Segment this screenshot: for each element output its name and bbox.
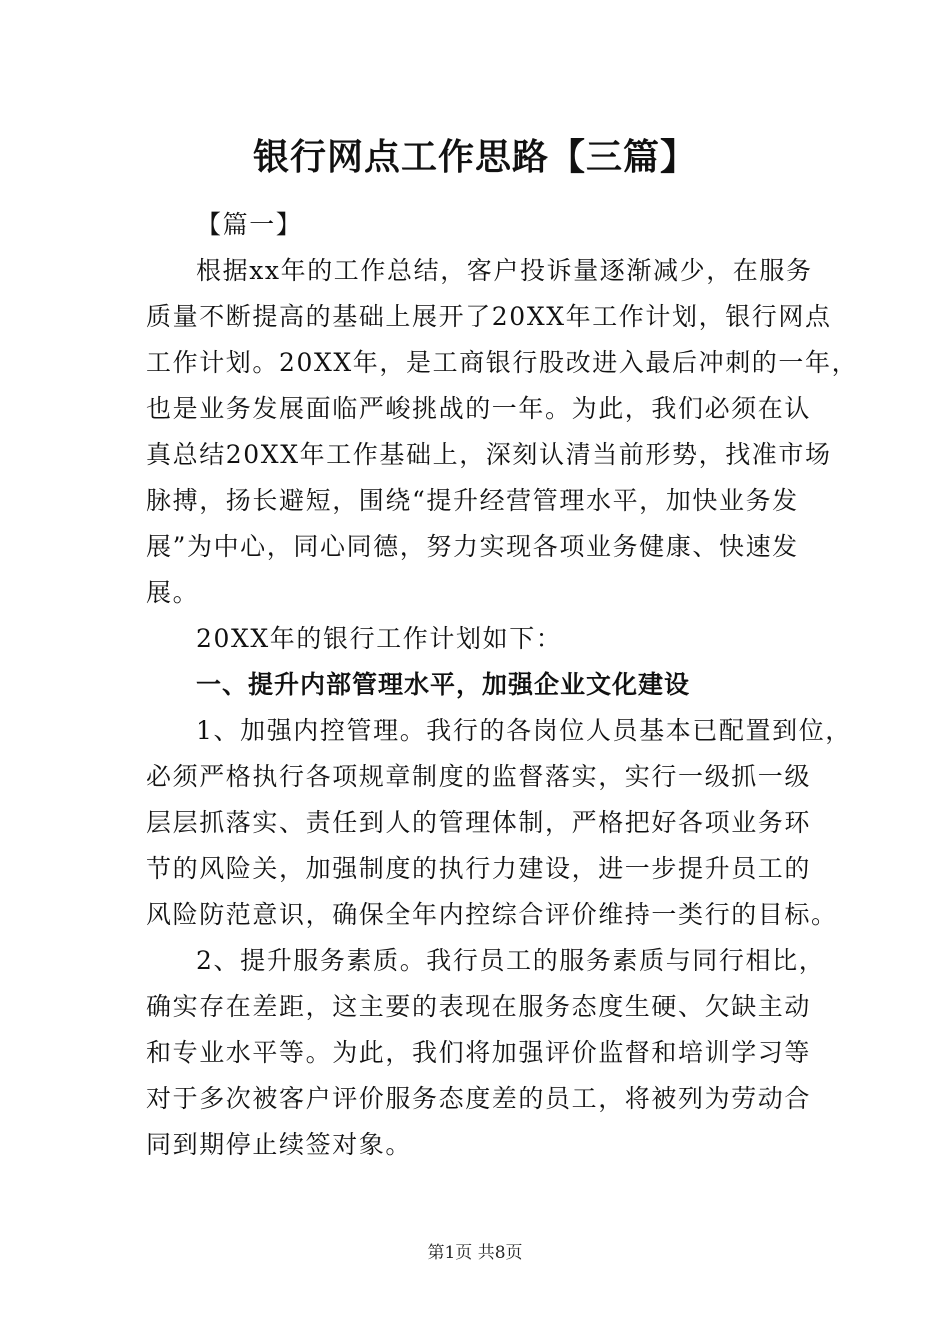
paragraph-line: 脉搏，扬长避短，围绕“提升经营管理水平，加快业务发 bbox=[146, 486, 799, 515]
paragraph-line: 也是业务发展面临严峻挑战的一年。为此，我们必须在认 bbox=[146, 394, 812, 423]
paragraph-line: 层层抓落实、责任到人的管理体制，严格把好各项业务环 bbox=[146, 808, 812, 837]
paragraph-line: 风险防范意识，确保全年内控综合评价维持一类行的目标。 bbox=[146, 900, 838, 929]
paragraph-line: 真总结20XX年工作基础上，深刻认清当前形势，找准市场 bbox=[146, 440, 832, 469]
paragraph-line: 质量不断提高的基础上展开了20XX年工作计划，银行网点 bbox=[146, 302, 832, 331]
paragraph-line: 对于多次被客户评价服务态度差的员工，将被列为劳动合 bbox=[146, 1084, 812, 1113]
page-footer: 第1页 共8页 bbox=[427, 1243, 523, 1263]
paragraph-line: 必须严格执行各项规章制度的监督落实，实行一级抓一级 bbox=[146, 762, 812, 791]
paragraph-line: 确实存在差距，这主要的表现在服务态度生硬、欠缺主动 bbox=[146, 992, 812, 1021]
section-heading: 一、提升内部管理水平，加强企业文化建设 bbox=[196, 670, 691, 699]
paragraph-line: 1、加强内控管理。我行的各岗位人员基本已配置到位， bbox=[196, 716, 852, 745]
document-title: 银行网点工作思路【三篇】 bbox=[252, 137, 697, 178]
paragraph-line: 根据xx年的工作总结，客户投诉量逐渐减少，在服务 bbox=[196, 256, 813, 285]
paragraph-line: 展”为中心，同心同德，努力实现各项业务健康、快速发 bbox=[146, 532, 799, 561]
paragraph-line: 工作计划。20XX年，是工商银行股改进入最后冲刺的一年， bbox=[146, 348, 859, 377]
paragraph-line: 节的风险关，加强制度的执行力建设，进一步提升员工的 bbox=[146, 854, 812, 883]
paragraph-line: 同到期停止续签对象。 bbox=[146, 1130, 413, 1159]
paragraph-line: 20XX年的银行工作计划如下： bbox=[196, 624, 563, 653]
paragraph-line: 展。 bbox=[146, 578, 200, 607]
paragraph-line: 2、提升服务素质。我行员工的服务素质与同行相比， bbox=[196, 946, 826, 975]
paragraph-line: 【篇一】 bbox=[196, 210, 303, 239]
paragraph-line: 和专业水平等。为此，我们将加强评价监督和培训学习等 bbox=[146, 1038, 812, 1067]
document-body bbox=[146, 202, 859, 1168]
